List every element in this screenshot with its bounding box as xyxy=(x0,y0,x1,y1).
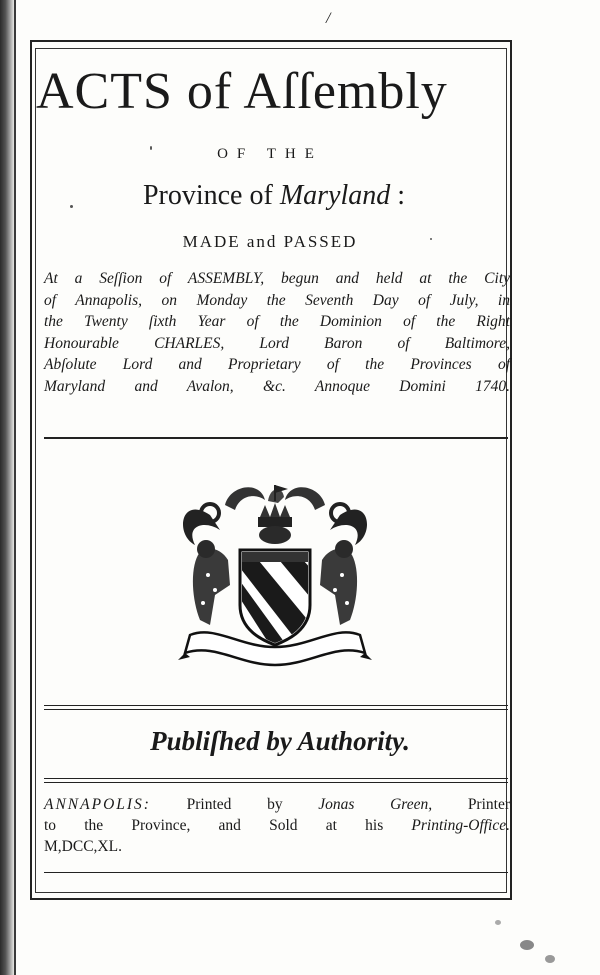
session-line: Honourable CHARLES, Lord Baron of Baltimore, xyxy=(44,334,510,352)
divider-rule xyxy=(44,437,508,439)
divider-rule xyxy=(44,782,508,783)
divider-rule xyxy=(44,872,508,873)
imprint-text: to the Province, and Sold at his xyxy=(44,817,412,834)
speck-mark xyxy=(520,940,534,950)
session-line: At a Seſſion of ASSEMBLY, begun and held at the City xyxy=(44,270,510,287)
speck-mark xyxy=(430,238,432,240)
imprint-date: M,DCC,XL. xyxy=(44,838,122,855)
session-line: the Twenty ſixth Year of the Dominion of the Right xyxy=(44,313,510,330)
imprint-text: Printed by xyxy=(150,796,319,813)
imprint-text: Printer xyxy=(432,796,510,813)
top-mark: / xyxy=(326,10,331,27)
inner-border xyxy=(35,48,507,893)
speck-mark xyxy=(150,146,152,150)
session-paragraph xyxy=(44,268,510,397)
imprint-place: ANNAPOLIS: xyxy=(44,796,151,813)
imprint-line-1 xyxy=(44,794,510,815)
speck-mark xyxy=(70,205,73,208)
session-line: Abſolute Lord and Proprietary of the Provinces of xyxy=(44,356,510,373)
province-name: Maryland xyxy=(279,180,391,211)
page-title: ACTS of Aſſembly xyxy=(36,63,448,120)
province-prefix: Province of xyxy=(142,180,280,211)
divider-rule xyxy=(44,778,508,779)
speck-mark xyxy=(495,920,501,925)
made-passed-heading: MADE and PASSED xyxy=(182,232,358,251)
speck-mark xyxy=(545,955,555,963)
session-line: Maryland and Avalon, &c. Annoque Domini 1740. xyxy=(44,377,510,395)
divider-rule xyxy=(44,705,508,706)
published-by-authority: Publiſhed by Authority. xyxy=(150,726,410,756)
divider-rule xyxy=(44,709,508,710)
session-line: of Annapolis, on Monday the Seventh Day of July, in xyxy=(44,291,510,309)
coat-of-arms-emblem xyxy=(170,475,380,670)
province-heading xyxy=(0,180,548,212)
province-suffix: : xyxy=(390,180,406,211)
imprint-printer: Jonas Green, xyxy=(318,796,433,813)
of-the-heading: OF THE xyxy=(217,146,323,162)
imprint-office: Printing-Office. xyxy=(411,817,510,834)
imprint xyxy=(44,794,510,857)
imprint-line-2 xyxy=(44,815,510,836)
